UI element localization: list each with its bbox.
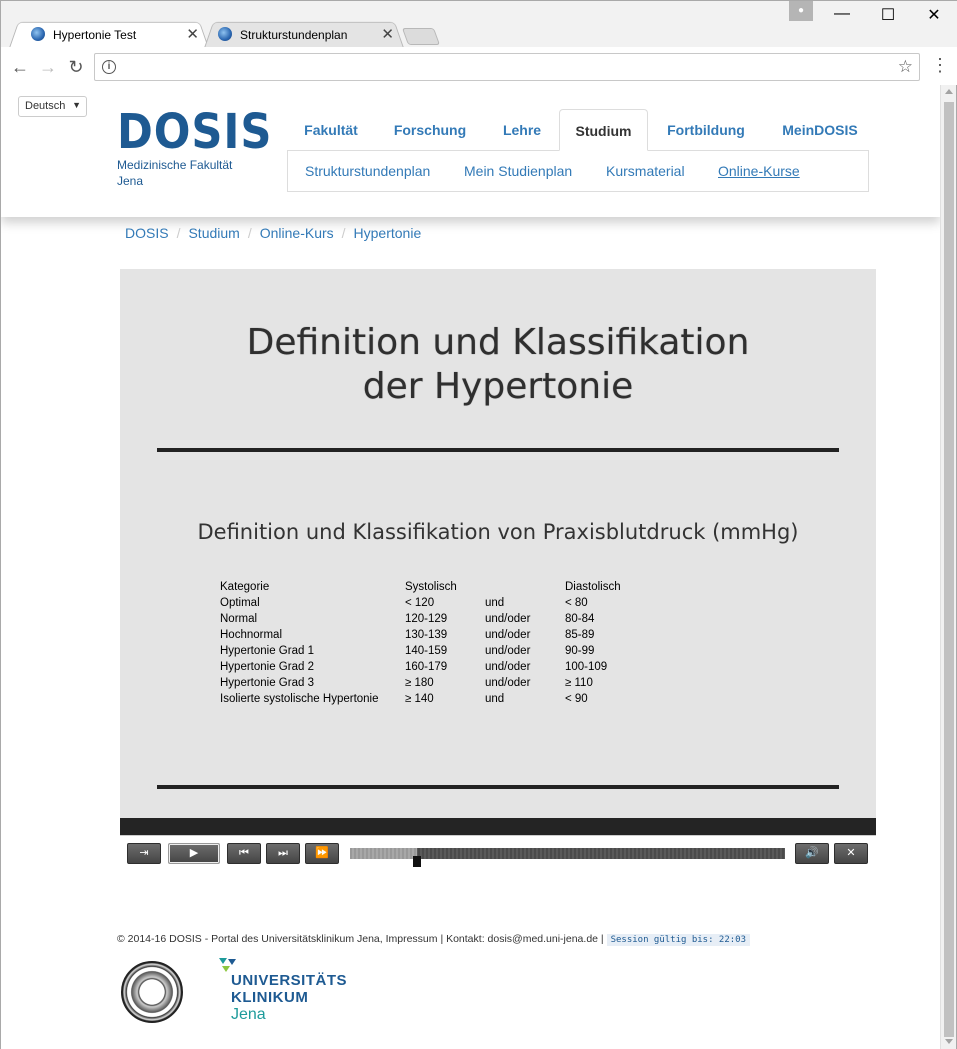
exit-icon[interactable]: ⇥ [127,843,161,864]
scroll-up-arrow-icon[interactable] [945,89,953,94]
footer [117,933,750,945]
table-cell: 160-179 [405,661,448,673]
logo-subtitle-line1: Medizinische Fakultät [117,158,233,172]
close-player-icon[interactable]: ✕ [834,843,868,864]
menu-dots-icon[interactable]: ⋮ [931,55,949,75]
breadcrumb-hypertonie[interactable]: Hypertonie [353,225,422,241]
seek-bar-played [350,848,417,859]
address-bar[interactable] [94,53,920,81]
language-value: Deutsch [25,100,66,112]
university-seal-logo [121,961,183,1023]
page-scrollbar[interactable] [940,85,957,1049]
player-status-bar [120,818,876,835]
table-cell: ≥ 180 [405,677,434,689]
reload-icon[interactable]: ↻ [68,57,84,77]
footer-text: © 2014-16 DOSIS - Portal des Universitätsklinikum Jena, Impressum | Kontakt: dosis@med.uni-jena.de | [117,933,607,945]
logo-brand: DOSIS [117,104,273,160]
nav-item-meindosis[interactable]: MeinDOSIS [782,122,858,138]
site-header [1,85,940,217]
subnav-item-mein-studienplan[interactable]: Mein Studienplan [464,163,573,179]
tab-strip [1,1,957,47]
tab-hypertonie-test[interactable] [9,19,209,48]
previous-icon[interactable]: ⏮ [227,843,261,864]
dosis-logo[interactable] [117,104,290,189]
table-row [220,627,621,643]
seek-bar[interactable] [350,848,785,859]
minimize-icon[interactable]: — [834,5,850,22]
table-cell: Hochnormal [220,629,282,641]
slide-bottom-rule [157,785,839,789]
slide-subtitle: Definition und Klassifikation von Praxisblutdruck (mmHg) [197,520,799,544]
subnav-item-kursmaterial[interactable]: Kursmaterial [606,163,685,179]
forward-arrow-icon[interactable]: → [39,57,57,77]
table-cell: 120-129 [405,613,448,625]
info-icon[interactable]: i [102,60,116,74]
table-cell: und [485,597,505,609]
breadcrumb-online-kurs[interactable]: Online-Kurs [259,225,334,241]
nav-item-forschung[interactable]: Forschung [393,122,467,138]
session-badge: Session gültig bis: 22:03 [607,934,750,946]
table-header-cell: Systolisch [405,581,457,593]
tab-close-icon[interactable]: ✕ [186,26,199,43]
table-cell: Hypertonie Grad 2 [220,661,314,673]
table-cell: < 80 [565,597,588,609]
table-cell: 100-109 [565,661,608,673]
breadcrumb-separator: / [176,225,181,241]
browser-chrome [0,0,957,85]
volume-icon[interactable]: 🔊 [795,843,829,864]
slide-top-rule [157,448,839,452]
profile-icon[interactable]: ● [789,1,813,21]
bookmark-star-icon[interactable]: ☆ [897,57,913,76]
breadcrumb-separator: / [247,225,252,241]
table-row [220,675,621,691]
table-cell: < 90 [565,693,588,705]
breadcrumb-studium[interactable]: Studium [188,225,240,241]
table-cell: < 120 [405,597,435,609]
slide-title-line1: Definition und Klassifikation [246,322,750,363]
table-cell: und/oder [485,661,531,673]
table-cell: 90-99 [565,645,595,657]
nav-item-lehre[interactable]: Lehre [502,122,542,138]
subnav-item-online-kurse[interactable]: Online-Kurse [718,163,800,179]
breadcrumb-separator: / [341,225,346,241]
breadcrumb [125,225,421,241]
table-cell: ≥ 140 [405,693,434,705]
presentation-slide [120,269,876,818]
tab-close-icon[interactable]: ✕ [381,26,394,43]
tab-title: Strukturstundenplan [240,28,348,42]
table-header-cell: Kategorie [220,581,270,593]
page-content [0,85,940,1049]
uk-logo-line2: KLINIKUM [231,989,309,1006]
uk-logo-line3: Jena [231,1006,266,1023]
uk-logo-line1: UNIVERSITÄTS [231,972,348,989]
breadcrumb-dosis[interactable]: DOSIS [125,225,169,241]
tab-title: Hypertonie Test [53,28,137,42]
table-cell: 130-139 [405,629,448,641]
seek-handle[interactable] [413,856,421,867]
nav-item-fortbildung[interactable]: Fortbildung [667,122,745,138]
table-cell: und/oder [485,629,531,641]
table-row [220,659,621,675]
scrollbar-thumb[interactable] [944,102,954,1037]
table-cell: Hypertonie Grad 1 [220,645,314,657]
slide-title-line2: der Hypertonie [362,366,634,407]
table-header-cell: Diastolisch [565,581,621,593]
tab-strukturstundenplan[interactable] [204,19,404,48]
table-row [220,691,621,707]
table-row [220,595,621,611]
table-cell: 80-84 [565,613,595,625]
table-row [220,643,621,659]
player-controls [120,835,876,869]
nav-item-fakultaet[interactable]: Fakultät [304,122,358,138]
universitaetsklinikum-logo [219,958,359,1028]
table-cell: 85-89 [565,629,595,641]
table-cell: ≥ 110 [565,677,593,689]
scroll-down-arrow-icon[interactable] [945,1039,953,1044]
subnav-item-strukturstundenplan[interactable]: Strukturstundenplan [305,163,431,179]
slide-title [120,321,876,409]
maximize-icon[interactable]: ☐ [880,7,896,24]
logo-subtitle-line2: Jena [117,174,144,188]
nav-item-studium[interactable]: Studium [559,109,648,151]
browser-toolbar [1,47,957,86]
globe-favicon-icon [31,27,45,41]
table-row [220,611,621,627]
table-cell: 140-159 [405,645,448,657]
language-select[interactable] [18,96,87,117]
table-cell: Hypertonie Grad 3 [220,677,314,689]
back-arrow-icon[interactable]: ← [11,57,29,77]
table-cell: und/oder [485,613,531,625]
next-icon[interactable]: ⏭ [266,843,300,864]
table-cell: und/oder [485,645,531,657]
sub-nav [287,150,869,192]
fast-forward-icon[interactable]: ⏩ [305,843,339,864]
table-cell: Normal [220,613,258,625]
table-cell: und/oder [485,677,531,689]
new-tab-button[interactable] [402,28,440,45]
table-header-row [220,579,621,595]
blood-pressure-table [220,579,621,707]
globe-favicon-icon [218,27,232,41]
play-icon[interactable]: ▶ [168,843,220,864]
table-cell: Isolierte systolische Hypertonie [220,693,379,705]
table-header-cell [485,579,565,595]
table-cell: und [485,693,505,705]
dropdown-caret-icon: ▼ [72,100,81,110]
table-cell: Optimal [220,597,260,609]
window-close-icon[interactable]: ✕ [927,7,941,24]
